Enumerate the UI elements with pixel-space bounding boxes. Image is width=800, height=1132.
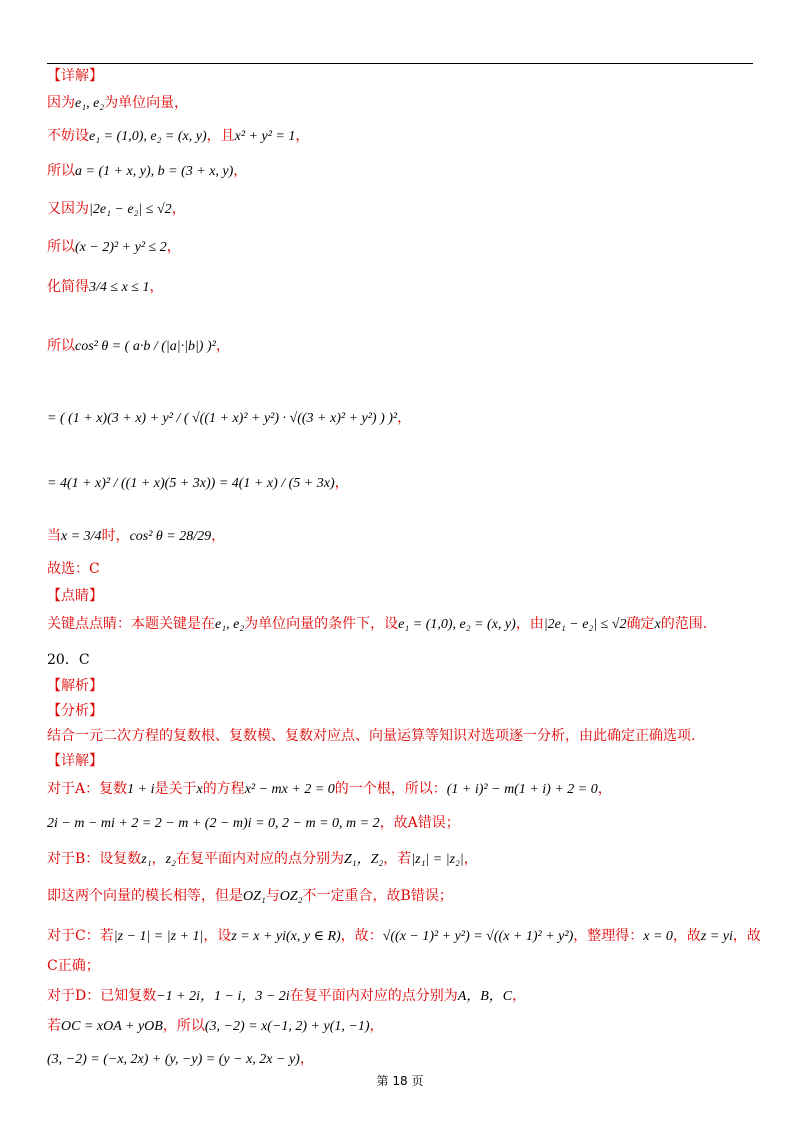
math-expression: x² − mx + 2 = 0 [244,782,335,797]
text-run: 【分析】 [47,703,103,719]
text-run: 时， [101,528,130,544]
text-run: ，且 [206,128,235,144]
page-footer: 第 18 页 [376,1074,424,1088]
math-expression: (3, −2) = x(−1, 2) + y(1, −1) [204,1019,370,1034]
text-run: ， [171,201,186,217]
math-expression: z = x + yi(x, y ∈ R) [231,929,341,944]
text-run: 所以 [47,239,75,255]
text-run: 是关于 [154,781,197,797]
text-line-25 [47,955,100,975]
math-expression: e₁ = (1,0), e₂ = (x, y) [89,129,207,144]
text-run: ， [151,851,166,867]
math-expression: (3, −2) = (−x, 2x) + (y, −y) = (y − x, 2x − y) [47,1052,300,1067]
text-run: ， [512,988,527,1004]
text-line-4 [47,160,247,180]
text-run: 在复平面内对应的点分别为 [289,988,458,1004]
text-run: 【详解】 [47,68,103,84]
text-line-11 [47,525,225,545]
text-line-27 [47,1015,383,1035]
text-run: 20．C [47,652,90,668]
text-run: ， [149,279,164,295]
text-line-28 [47,1048,314,1068]
text-run: 为单位向量， [104,95,189,111]
text-line-21 [47,812,460,832]
text-run: 【详解】 [47,753,103,769]
math-expression: (1 + i)² − m(1 + i) + 2 = 0 [446,782,598,797]
header-rule [47,63,753,64]
math-expression: 1 + i [127,782,155,797]
text-line-16 [47,675,103,695]
text-run: 即这两个向量的模长相等，但是 [47,888,243,904]
math-expression: z₁ [141,852,152,867]
text-run: C正确； [47,958,100,974]
text-line-20 [47,778,612,798]
text-run: 为单位向量的条件下，设 [244,616,399,632]
math-expression: = 4(1 + x)² / ((1 + x)(5 + 3x)) = 4(1 + x) / (5 + 3x) [47,476,335,491]
text-run: 若 [47,1018,61,1034]
text-line-10 [47,472,349,492]
math-expression: OZ₂ [279,889,303,904]
math-expression: |z − 1| = |z + 1| [113,929,204,944]
math-expression: |2e₁ − e₂| ≤ √2 [543,617,627,632]
text-line-15 [47,649,90,669]
math-expression: e₁ = (1,0), e₂ = (x, y) [398,617,516,632]
text-run: ，所以 [162,1018,205,1034]
text-run: 【点睛】 [47,588,103,604]
text-line-18 [47,725,695,745]
math-expression: OZ₁ [243,889,266,904]
text-line-13 [47,585,103,605]
math-expression: x = 0 [643,929,673,944]
math-expression: x = 3/4 [61,529,102,544]
text-run: 又因为 [47,201,89,217]
text-line-12 [47,558,100,578]
text-run: 化简得 [47,279,89,295]
math-expression: x² + y² = 1 [234,129,296,144]
text-run: ， [211,528,226,544]
math-expression: A，B，C [457,989,513,1004]
text-run: 确定 [626,616,655,632]
text-run: ，整理得： [573,928,644,944]
math-expression: √((x − 1)² + y²) = √((x + 1)² + y²) [382,929,574,944]
text-run: 对于D：已知复数 [47,988,157,1004]
math-expression: z₂ [165,852,176,867]
text-run: 对于B：设复数 [47,851,142,867]
text-line-8 [47,335,230,355]
text-run: ， [597,781,612,797]
text-run: ， [295,128,310,144]
text-run: 【解析】 [47,678,103,694]
math-expression: z = yi [700,929,733,944]
text-run: 的一个根，所以： [334,781,447,797]
text-line-24 [47,925,761,945]
text-line-7 [47,276,163,296]
text-run: ，若 [383,851,412,867]
math-expression: |z₁| = |z₂| [411,852,464,867]
math-expression: a = (1 + x, y), b = (3 + x, y) [75,164,234,179]
text-run: ， [463,851,478,867]
text-line-17 [47,700,103,720]
text-run: 关键点点睛：本题关键是在 [47,616,215,632]
text-run: ，由 [515,616,544,632]
text-line-14 [47,613,707,633]
math-expression: = ( (1 + x)(3 + x) + y² / ( √((1 + x)² + y²) · √((3 + x)² + y²) ) )² [47,411,398,426]
text-run: 当 [47,528,61,544]
text-run: ， [369,1018,384,1034]
text-run: ，故A错误； [379,815,460,831]
text-run: 的方程 [202,781,245,797]
text-line-19 [47,750,103,770]
text-run: 所以 [47,163,75,179]
text-run: ，故 [672,928,701,944]
text-line-23 [47,885,453,905]
math-expression: x [654,617,661,632]
text-run: 结合一元二次方程的复数根、复数模、复数对应点、向量运算等知识对选项逐一分析，由此确定正确选项. [47,728,696,744]
math-expression: 3/4 ≤ x ≤ 1 [89,280,150,295]
math-expression: e₁, e₂ [75,96,105,111]
text-run: 对于A：复数 [47,781,128,797]
math-expression: x [196,782,203,797]
text-run: ， [215,338,230,354]
text-line-2 [47,92,188,112]
math-expression: |2e₁ − e₂| ≤ √2 [89,202,172,217]
math-expression: cos² θ = ( a·b / (|a|·|b|) )² [75,339,216,354]
math-expression: Z₁，Z₂ [343,852,384,867]
text-run: ， [166,239,181,255]
text-run: 所以 [47,338,75,354]
text-run: ，故： [340,928,383,944]
text-run: 不妨设 [47,128,89,144]
math-expression: (x − 2)² + y² ≤ 2 [75,240,167,255]
text-line-5 [47,198,186,218]
text-run: 因为 [47,95,75,111]
text-line-1 [47,65,103,85]
text-run: ， [334,475,349,491]
math-expression: −1 + 2i，1 − i，3 − 2i [156,989,290,1004]
text-run: 故选：C [47,561,100,577]
math-expression: 2i − m − mi + 2 = 2 − m + (2 − m)i = 0, 2 − m = 0, m = 2 [47,816,380,831]
text-line-6 [47,236,181,256]
math-expression: OC = xOA + yOB [61,1019,163,1034]
text-run: ，故 [732,928,761,944]
text-run: 与 [265,888,280,904]
text-run: 在复平面内对应的点分别为 [175,851,344,867]
text-run: ， [299,1051,314,1067]
math-expression: e₁, e₂ [215,617,245,632]
text-line-9 [47,407,411,427]
text-line-3 [47,125,309,145]
text-line-22 [47,848,478,868]
text-run: 不一定重合，故B错误； [302,888,453,904]
text-run: 的范围. [660,616,708,632]
text-line-26 [47,985,526,1005]
text-run: ， [397,410,412,426]
math-expression: cos² θ = 28/29 [129,529,212,544]
text-run: ， [233,163,248,179]
text-run: ，设 [203,928,232,944]
text-run: 对于C：若 [47,928,114,944]
